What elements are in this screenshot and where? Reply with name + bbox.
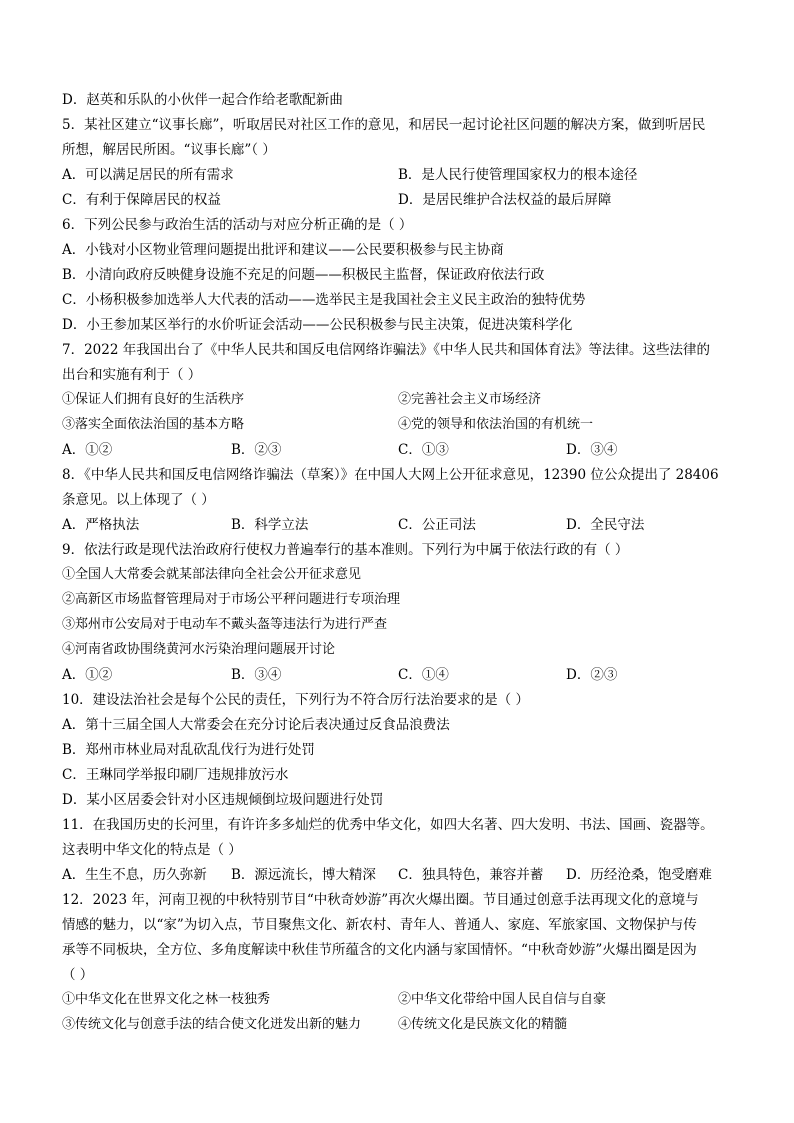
q6-option-c: C．小杨积极参加选举人大代表的活动——选举民主是我国社会主义民主政治的独特优势: [62, 292, 586, 308]
q11-option-a: A．生生不息，历久弥新: [62, 867, 207, 883]
q11-option-c: C．独具特色，兼容并蓄: [398, 867, 544, 883]
q7-statement-3: ③落实全面依法治国的基本方略: [62, 417, 245, 432]
q5-option-a: A．可以满足居民的所有需求: [62, 167, 234, 183]
q12-stem-line2: 情感的魅力，以“家”为切入点，节目聚焦文化、新农村、青年人、普通人、家庭、军旅家国、文物保护与传: [62, 917, 697, 933]
q10-option-c: C．王琳同学举报印刷厂违规排放污水: [62, 767, 289, 783]
q9-statement-1: ①全国人大常委会就某部法律向全社会公开征求意见: [62, 567, 362, 582]
q5-stem-line1: 5．某社区建立“议事长廊”，听取居民对社区工作的意见，和居民一起讨论社区问题的解决方案，做到听居民: [62, 117, 706, 133]
q10-option-d: D．某小区居委会针对小区违规倾倒垃圾问题进行处罚: [62, 792, 384, 808]
q9-option-c: C．①④: [398, 667, 449, 683]
q10-stem: 10．建设法治社会是每个公民的责任，下列行为不符合厉行法治要求的是（ ）: [62, 692, 529, 708]
q7-statement-4: ④党的领导和依法治国的有机统一: [398, 417, 594, 432]
q7-stem-line2: 出台和实施有利于（ ）: [62, 367, 202, 383]
q7-statement-2: ②完善社会主义市场经济: [398, 392, 542, 407]
q12-statement-3: ③传统文化与创意手法的结合使文化迸发出新的魅力: [62, 1017, 362, 1032]
q7-option-c: C．①③: [398, 442, 449, 458]
q11-stem-line1: 11．在我国历史的长河里，有许许多多灿烂的优秀中华文化，如四大名著、四大发明、书法、国画、瓷器等。: [62, 817, 714, 833]
q7-option-b: B．②③: [231, 442, 282, 458]
q12-stem-line1: 12．2023 年，河南卫视的中秋特别节目“中秋奇妙游”再次火爆出圈。节目通过创意手法再现文化的意境与: [62, 892, 699, 908]
q9-option-d: D．②③: [566, 667, 618, 683]
q9-option-a: A．①②: [62, 667, 113, 683]
q7-option-a: A．①②: [62, 442, 113, 458]
q11-option-b: B．源远流长，博大精深: [231, 867, 376, 883]
q8-option-a: A．严格执法: [62, 517, 140, 533]
q9-option-b: B．③④: [231, 667, 282, 683]
q9-stem: 9．依法行政是现代法治政府行使权力普遍奉行的基本准则。下列行为中属于依法行政的有（ ）: [62, 542, 629, 558]
q7-stem-line1: 7．2022 年我国出台了《中华人民共和国反电信网络诈骗法》《中华人民共和国体育法》等法律。这些法律的: [62, 342, 710, 358]
q8-option-d: D．全民守法: [566, 517, 645, 533]
q8-stem-line1: 8．《中华人民共和国反电信网络诈骗法（草案）》在中国人大网上公开征求意见，12390 位公众提出了 28406: [62, 467, 719, 483]
q5-option-b: B．是人民行使管理国家权力的根本途径: [398, 167, 638, 183]
q11-option-d: D．历经沧桑，饱受磨难: [566, 867, 712, 883]
q4-option-d: D．赵英和乐队的小伙伴一起合作给老歌配新曲: [62, 92, 343, 108]
q10-option-b: B．郑州市林业局对乱砍乱伐行为进行处罚: [62, 742, 315, 758]
q9-statement-2: ②高新区市场监督管理局对于市场公平秤问题进行专项治理: [62, 592, 401, 607]
q5-stem-line2: 所想，解居民所困。“议事长廊”（ ）: [62, 142, 276, 158]
q8-option-b: B．科学立法: [231, 517, 309, 533]
q7-statement-1: ①保证人们拥有良好的生活秩序: [62, 392, 245, 407]
q8-stem-line2: 条意见。以上体现了（ ）: [62, 492, 215, 508]
q12-statement-4: ④传统文化是民族文化的精髓: [398, 1017, 568, 1032]
q6-option-d: D．小王参加某区举行的水价听证会活动——公民积极参与民主决策，促进决策科学化: [62, 317, 573, 333]
q12-stem-line3: 承等不同板块，全方位、多角度解读中秋佳节所蕴含的文化内涵与家国情怀。“中秋奇妙游”火爆出圈是因为: [62, 942, 697, 958]
q5-option-d: D．是居民维护合法权益的最后屏障: [398, 192, 612, 208]
q9-statement-3: ③郑州市公安局对于电动车不戴头盔等违法行为进行严查: [62, 617, 388, 632]
q12-stem-line4: （ ）: [62, 967, 94, 983]
q12-statement-1: ①中华文化在世界文化之林一枝独秀: [62, 992, 271, 1007]
q6-option-a: A．小钱对小区物业管理问题提出批评和建议——公民要积极参与民主协商: [62, 242, 504, 258]
q11-stem-line2: 这表明中华文化的特点是（ ）: [62, 842, 242, 858]
q6-option-b: B．小清向政府反映健身设施不充足的问题——积极民主监督，保证政府依法行政: [62, 267, 545, 283]
q9-statement-4: ④河南省政协围绕黄河水污染治理问题展开讨论: [62, 642, 336, 657]
q10-option-a: A．第十三届全国人大常委会在充分讨论后表决通过反食品浪费法: [62, 717, 450, 733]
q6-stem: 6．下列公民参与政治生活的活动与对应分析正确的是（ ）: [62, 217, 413, 233]
q5-option-c: C．有利于保障居民的权益: [62, 192, 221, 208]
q12-statement-2: ②中华文化带给中国人民自信与自豪: [398, 992, 607, 1007]
q8-option-c: C．公正司法: [398, 517, 476, 533]
q7-option-d: D．③④: [566, 442, 618, 458]
